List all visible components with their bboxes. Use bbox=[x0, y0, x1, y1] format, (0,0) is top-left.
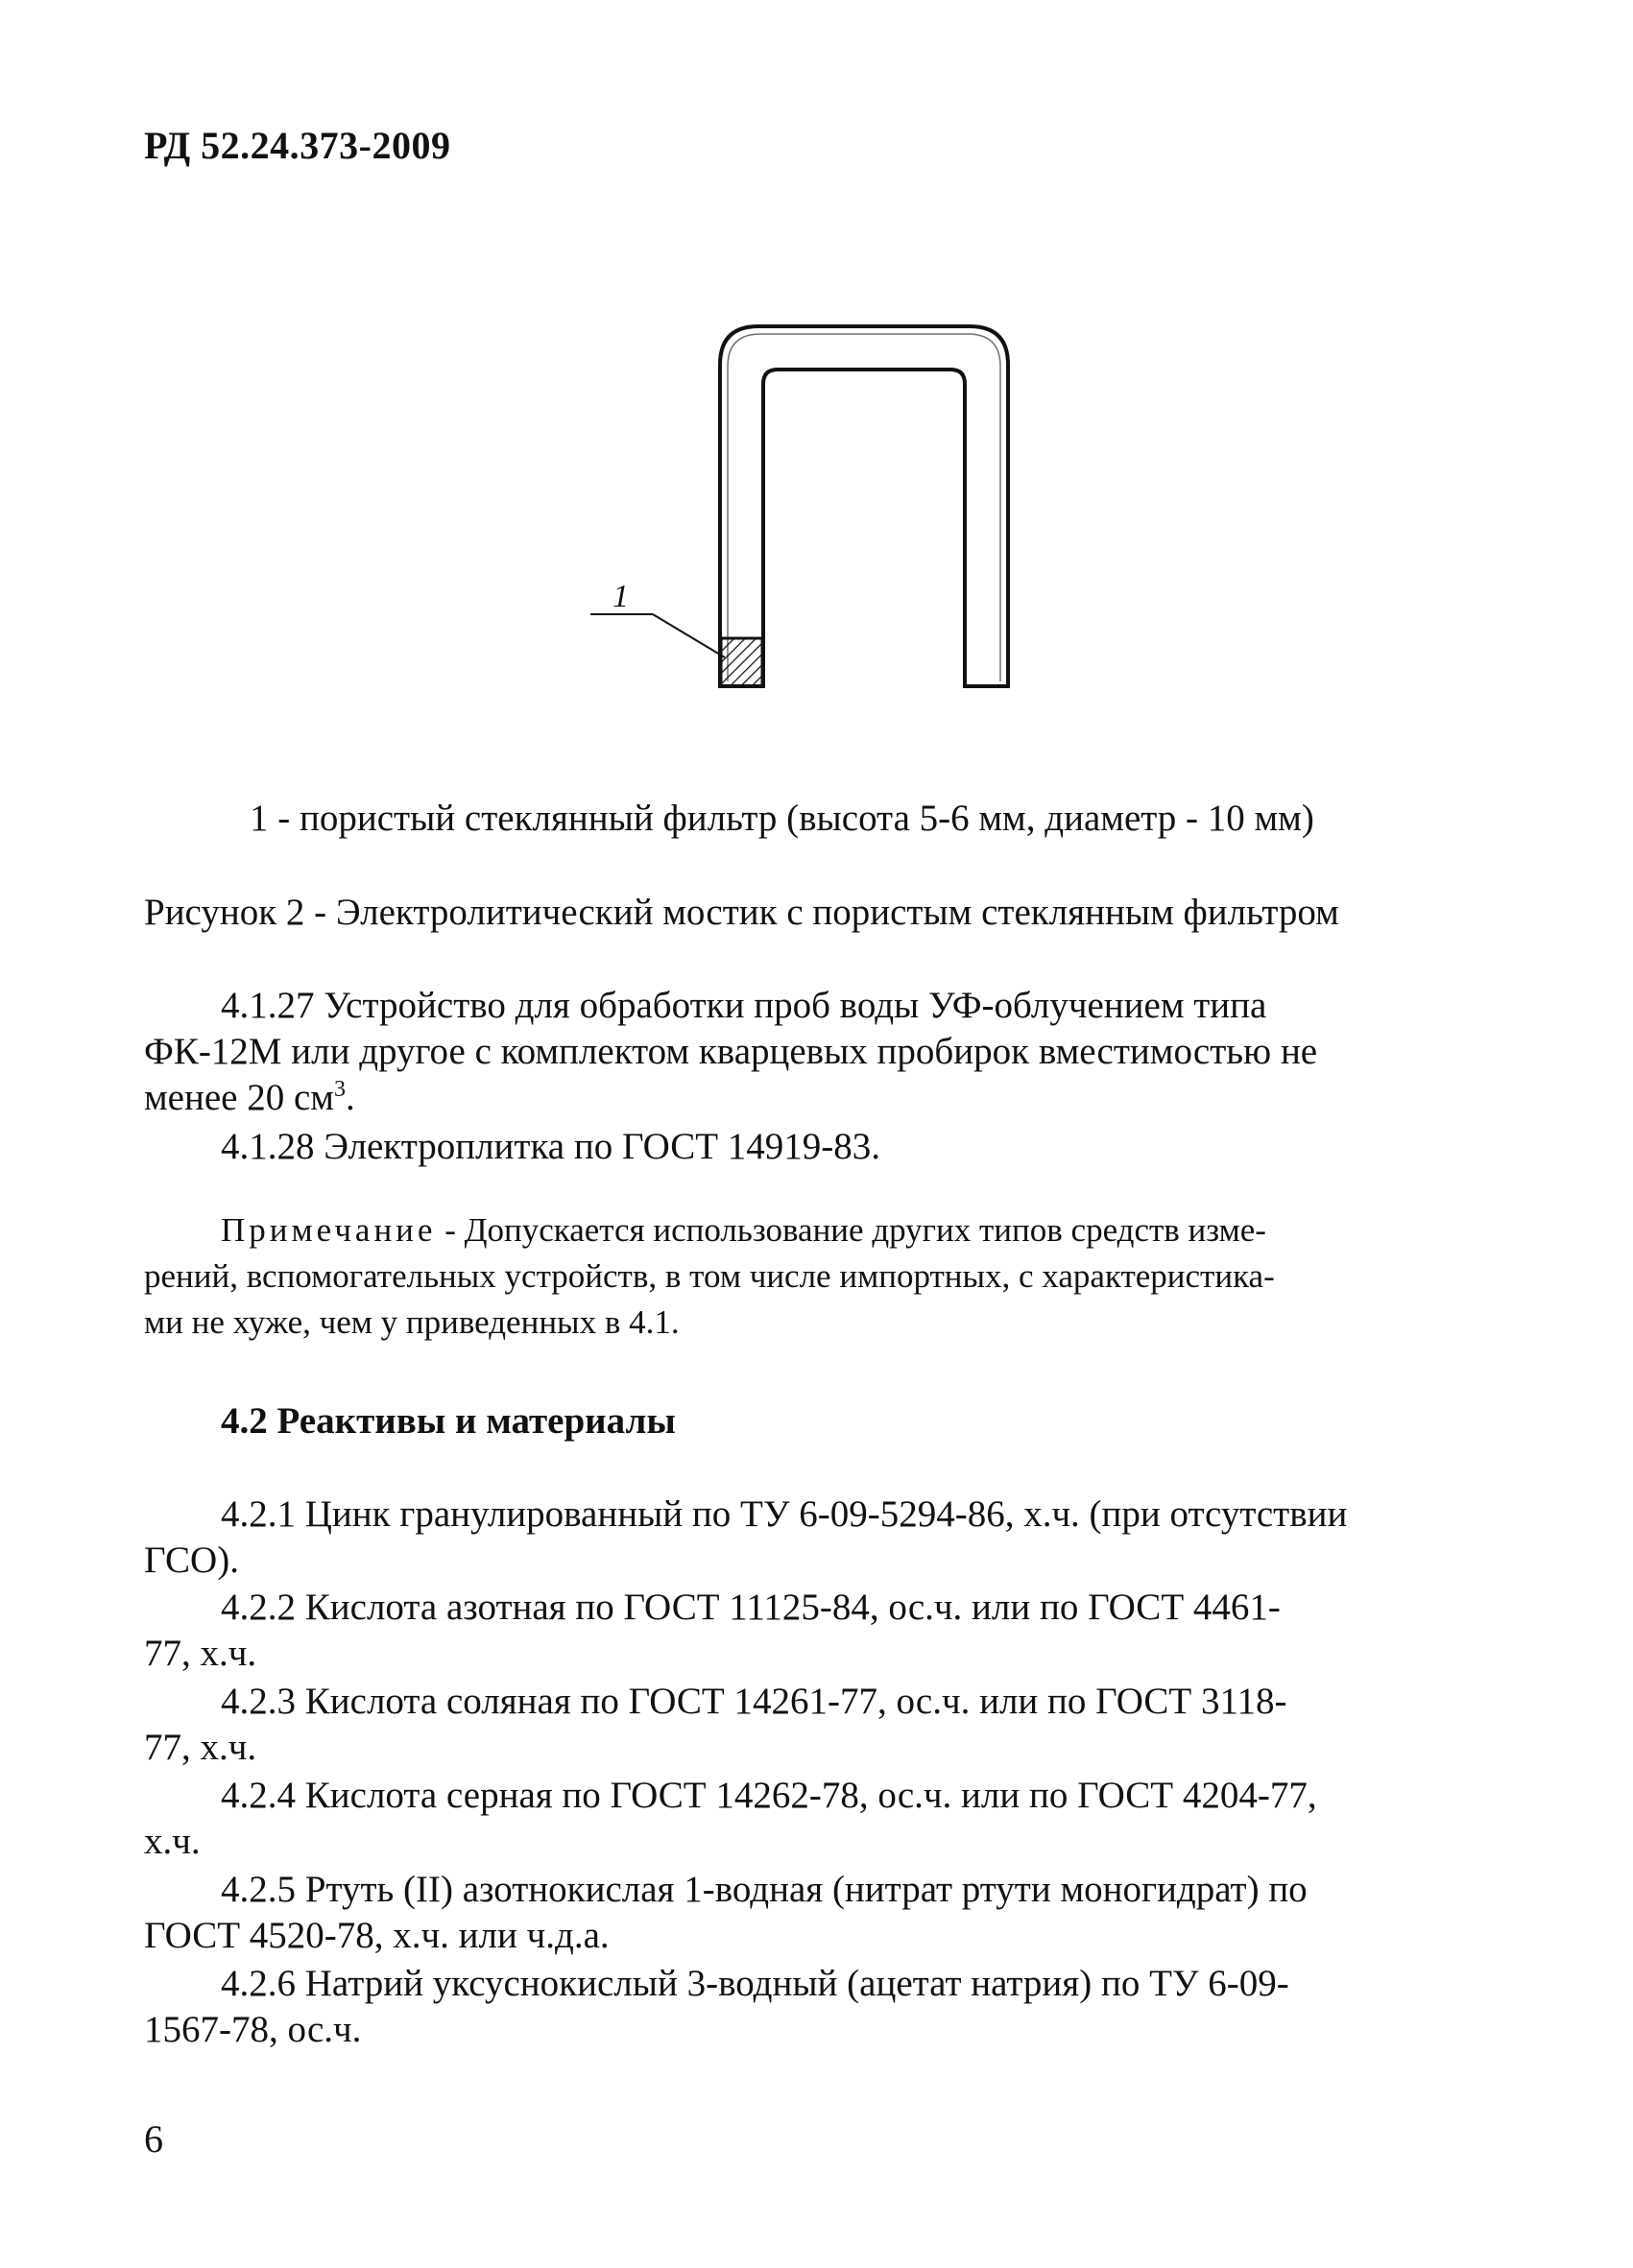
item-4-1-27-line3 bbox=[144, 1076, 355, 1119]
item-4-1-27-line1: 4.1.27 Устройство для обработки проб воды УФ-облучением типа bbox=[221, 985, 1267, 1026]
note-line3: ми не хуже, чем у приведенных в 4.1. bbox=[144, 1303, 680, 1341]
item-4-1-27-period: . bbox=[345, 1077, 355, 1118]
item-4-2-5-line1: 4.2.5 Ртуть (II) азотнокислая 1-водная (нитрат ртути моногидрат) по bbox=[221, 1869, 1308, 1910]
figure-caption: Рисунок 2 - Электролитический мостик с пористым стеклянным фильтром bbox=[144, 892, 1339, 933]
callout-pointer-line bbox=[653, 614, 725, 657]
tube-outer-contour bbox=[720, 326, 1008, 686]
item-4-1-28: 4.1.28 Электроплитка по ГОСТ 14919-83. bbox=[221, 1126, 881, 1167]
document-code: РД 52.24.373-2009 bbox=[144, 124, 451, 167]
item-4-2-4-line2: х.ч. bbox=[144, 1821, 201, 1862]
tube-inner-wall bbox=[728, 334, 1000, 681]
item-4-2-6-line1: 4.2.6 Натрий уксуснокислый 3-водный (ацетат натрия) по ТУ 6-09- bbox=[221, 1963, 1289, 2004]
superscript-3: 3 bbox=[333, 1077, 346, 1102]
figure-electrolytic-bridge bbox=[576, 307, 1056, 710]
item-4-2-3-line2: 77, х.ч. bbox=[144, 1727, 257, 1768]
item-4-2-2-line2: 77, х.ч. bbox=[144, 1633, 257, 1674]
item-4-2-2-line1: 4.2.2 Кислота азотная по ГОСТ 11125-84, ос.ч. или по ГОСТ 4461- bbox=[221, 1587, 1281, 1628]
figure-legend: 1 - пористый стеклянный фильтр (высота 5-6 мм, диаметр - 10 мм) bbox=[250, 798, 1314, 839]
item-4-2-6-line2: 1567-78, ос.ч. bbox=[144, 2009, 362, 2050]
porous-glass-filter bbox=[721, 638, 762, 686]
note-line2: рений, вспомогательных устройств, в том числе импортных, с характеристика- bbox=[144, 1257, 1275, 1295]
item-4-2-1-line1: 4.2.1 Цинк гранулированный по ТУ 6-09-5294-86, х.ч. (при отсутствии bbox=[221, 1493, 1348, 1535]
callout-number: 1 bbox=[612, 579, 629, 614]
note-line1-text: - Допускается использование других типов средств изме- bbox=[436, 1211, 1266, 1249]
note-line1 bbox=[221, 1211, 1266, 1250]
item-4-2-1-line2: ГСО). bbox=[144, 1540, 239, 1581]
page-number: 6 bbox=[144, 2117, 163, 2161]
item-4-2-3-line1: 4.2.3 Кислота соляная по ГОСТ 14261-77, ос.ч. или по ГОСТ 3118- bbox=[221, 1681, 1287, 1722]
item-4-1-27-line2: ФК-12М или другое с комплектом кварцевых пробирок вместимостью не bbox=[144, 1031, 1318, 1072]
item-4-2-4-line1: 4.2.4 Кислота серная по ГОСТ 14262-78, ос.ч. или по ГОСТ 4204-77, bbox=[221, 1775, 1317, 1816]
bridge-diagram bbox=[576, 307, 1056, 710]
section-title-4-2: 4.2 Реактивы и материалы bbox=[221, 1400, 676, 1442]
item-4-1-27-text: менее 20 см bbox=[144, 1077, 334, 1118]
note-label: Примечание bbox=[221, 1211, 437, 1249]
item-4-2-5-line2: ГОСТ 4520-78, х.ч. или ч.д.а. bbox=[144, 1915, 610, 1956]
